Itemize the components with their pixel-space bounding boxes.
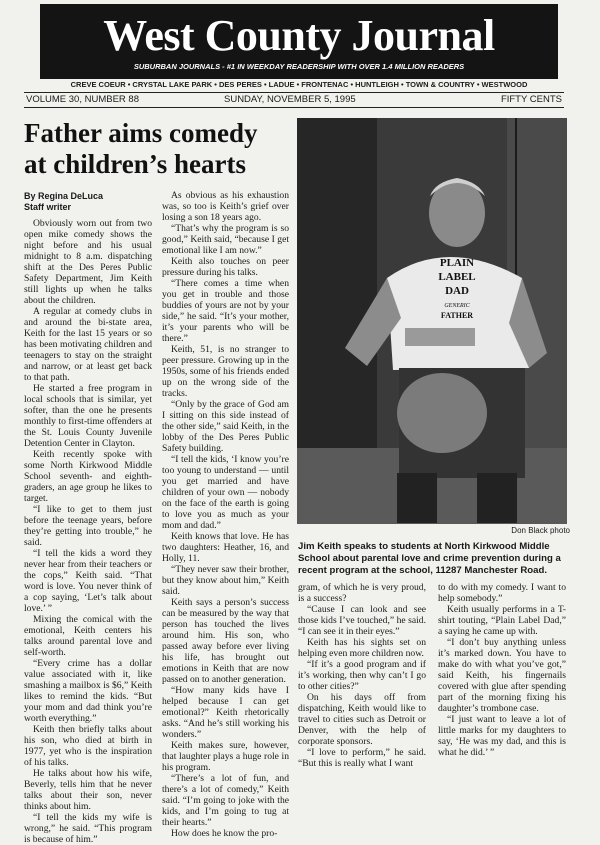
article-paragraph: Keith usually performs in a T-shirt touting, “Plain Label Dad,” a saying he came up with. xyxy=(438,604,566,637)
article-paragraph: Keith also touches on peer pressure during his talks. xyxy=(162,256,289,278)
article-paragraph: “They never saw their brother, but they know about him,” Keith said. xyxy=(162,564,289,597)
article-paragraph: “I just want to leave a lot of little marks for my daughters to say, ‘He was my dad, and this is what he did.’ ” xyxy=(438,714,566,758)
article-paragraph: Keith says a person’s success can be measured by the way that person has touched the lives around him. His son, who passed away before ever living his life, has brought out emotions in Keith that are now passed on to another generation. xyxy=(162,597,289,685)
article-paragraph: gram, of which he is very proud, is a success? xyxy=(298,582,426,604)
article-paragraph: “If it’s a good program and if it’s working, then why can’t I go to other cities?” xyxy=(298,659,426,692)
price: FIFTY CENTS xyxy=(500,94,562,105)
article-paragraph: “I tell the kids, ‘I know you’re too young to understand — until you get married and have children of your own — nobody on the face of the earth is going to love you as much as your mom and dad.” xyxy=(162,454,289,531)
headline-line-1: Father aims comedy xyxy=(24,118,258,148)
shirt-text-generic: GENERIC xyxy=(444,303,470,309)
article-paragraph: “Every crime has a dollar value associated with it, like smashing a mailbox is $6,” Keith likes to remind the kids. “But your mom and dad think you’re worth everything.” xyxy=(24,658,152,724)
article-column-2 xyxy=(162,190,289,839)
shirt-text-plain: PLAIN xyxy=(439,257,475,269)
masthead-towns: CREVE COEUR • CRYSTAL LAKE PARK • DES PERES • LADUE • FRONTENAC • HUNTLEIGH • TOWN & COUNTRY • WESTWOOD xyxy=(70,80,528,89)
article-paragraph: He started a free program in local schools that is similar, yet softer, than the one he presents monthly to first-time offenders at the St. Louis County Juvenile Detention Center in Clayton. xyxy=(24,383,152,449)
article-paragraph: A regular at comedy clubs in and around the bi-state area, Keith for the last 15 years or so has been motivating children and teenagers to stay on the straight and narrow, or at least get back to that path. xyxy=(24,306,152,383)
shirt-text-label: LABEL xyxy=(438,271,476,283)
article-paragraph: to do with my comedy. I want to help somebody.” xyxy=(438,582,566,604)
photo-illustration xyxy=(297,118,567,524)
article-paragraph: On his days off from dispatching, Keith would like to travel to cities such as Detroit or Denver, with the help of corporate sponsors. xyxy=(298,692,426,747)
article-paragraph: How does he know the pro- xyxy=(171,828,278,839)
byline-name: By Regina DeLuca xyxy=(24,191,104,201)
byline-role: Staff writer xyxy=(24,202,72,212)
masthead-tagline: SUBURBAN JOURNALS - #1 IN WEEKDAY READERSHIP WITH OVER 1.4 MILLION READERS xyxy=(133,62,465,71)
article-paragraph: Mixing the comical with the emotional, Keith centers his talks around parental love and self-worth. xyxy=(24,614,152,658)
headline-line-2: at children’s hearts xyxy=(24,149,246,179)
article-paragraph: “I like to get to them just before the teenage years, before they’re getting into trouble,” he said. xyxy=(24,504,152,548)
article-paragraph: “There’s a lot of fun, and there’s a lot of comedy,” Keith said. “I’m going to joke with the kids, and I’m going to tug at their hearts.” xyxy=(162,773,289,828)
article-paragraph: “Only by the grace of God am I sitting on this side instead of the other side,” said Keith, in the lobby of the Des Peres Public Safety building. xyxy=(162,399,289,454)
article-column-4 xyxy=(438,582,566,758)
photo-caption: Jim Keith speaks to students at North Kirkwood Middle School about parental love and crime prevention during a recent program at the school, 11287 Manchester Road. xyxy=(298,541,561,576)
article-paragraph: Keith, 51, is no stranger to peer pressure. Growing up in the 1950s, some of his friends ended up on the wrong side of the tracks. xyxy=(162,344,289,399)
shirt-text-dad: DAD xyxy=(445,285,469,297)
article-paragraph: Keith knows that love. He has two daughters: Heather, 16, and Holly, 11. xyxy=(162,531,289,564)
article-paragraph: “That’s why the program is so good,” Keith said, “because I get emotional like I am now.” xyxy=(162,223,289,256)
shirt-text-father: FATHER xyxy=(440,311,474,320)
article-column-3 xyxy=(298,582,426,769)
article-paragraph: Obviously worn out from two open mike comedy shows the night before and his usual midnight to 8 a.m. dispatching shift at the Des Peres Public Safety Department, Jim Keith still lights up when he talks about the children. xyxy=(24,218,152,306)
photo-credit: Don Black photo xyxy=(511,526,570,535)
article-paragraph: “Cause I can look and see those kids I’ve touched,” he said. “I can see it in their eyes.” xyxy=(298,604,426,637)
article-paragraph: “I tell the kids a word they never hear from their teachers or the cops,” Keith said. “That word is love. You never think of a cop saying, ‘Let’s talk about love.’ ” xyxy=(24,548,152,614)
article-paragraph: Keith recently spoke with some North Kirkwood Middle School seventh- and eighth-graders, an age group he likes to target. xyxy=(24,449,152,504)
article-paragraph: He talks about how his wife, Beverly, tells him that he never talks about their son, never thinks about him. xyxy=(24,768,152,812)
issue-date: SUNDAY, NOVEMBER 5, 1995 xyxy=(224,94,356,105)
article-column-1 xyxy=(24,218,152,845)
byline xyxy=(24,191,103,213)
volume-number: VOLUME 30, NUMBER 88 xyxy=(26,94,139,105)
article-paragraph: “I love to perform,” he said. “But this is really what I want xyxy=(298,747,426,769)
article-photo xyxy=(297,118,567,524)
masthead xyxy=(40,4,558,79)
article-paragraph: Keith then briefly talks about his son, who died at birth in 1977, yet who is the inspiration of his talks. xyxy=(24,724,152,768)
article-paragraph: Keith has his sights set on helping even more children now. xyxy=(298,637,426,659)
headline xyxy=(24,118,286,180)
dateline-bar xyxy=(24,92,564,108)
article-paragraph: “I tell the kids my wife is wrong,” he said. “This program is because of him.” xyxy=(24,812,152,845)
article-paragraph: Keith makes sure, however, that laughter plays a huge role in his program. xyxy=(162,740,289,773)
newspaper-title: West County Journal xyxy=(103,11,495,60)
article-paragraph: “How many kids have I helped because I can get emotional?” Keith rhetorically asks. “And he’s still working his wonders.” xyxy=(162,685,289,740)
article-paragraph: “I don’t buy anything unless it’s marked down. You have to make do with what you’ve got,” said Keith, his fingernails covered with glue after spending part of the morning fixing his daughter’s trombone case. xyxy=(438,637,566,714)
article-paragraph: As obvious as his exhaustion was, so too is Keith’s grief over losing a son 18 years ago. xyxy=(162,190,289,223)
article-paragraph: “There comes a time when you get in trouble and those buddies of yours are not by your side,” he said. “It’s your mother, it’s your parents who will be there.” xyxy=(162,278,289,344)
